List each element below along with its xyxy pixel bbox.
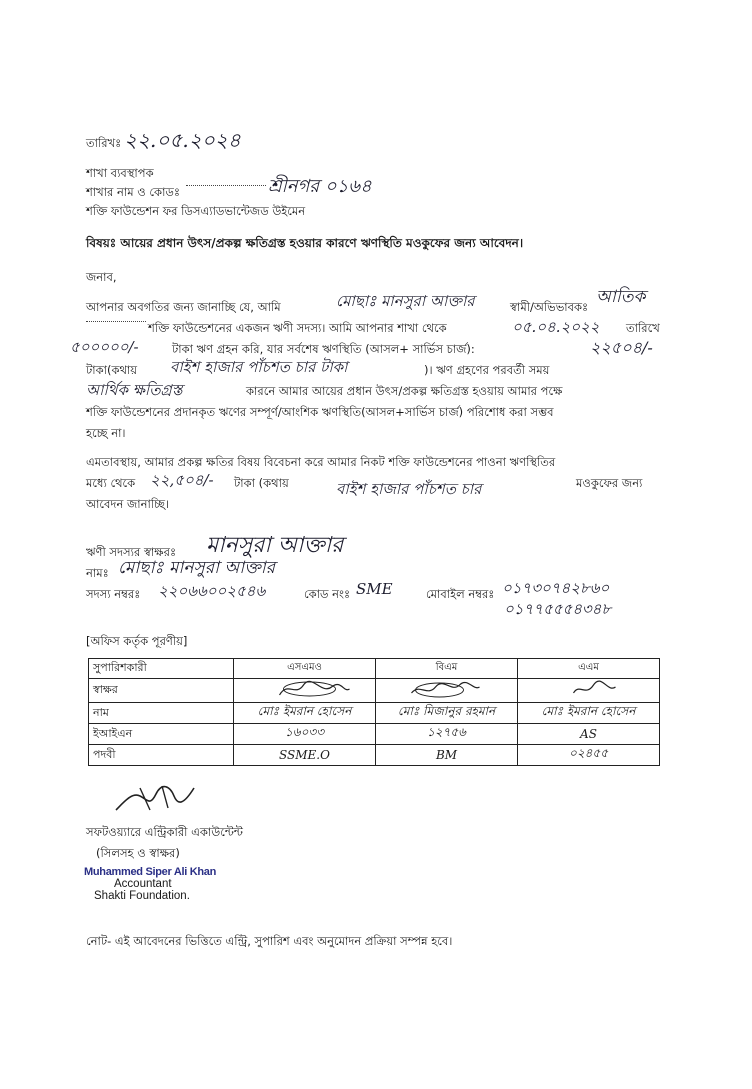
recommendation-table bbox=[88, 658, 660, 766]
product-value: SME bbox=[356, 580, 393, 598]
member-name-label: নামঃ bbox=[86, 566, 109, 580]
signature-am bbox=[518, 679, 660, 703]
table-row bbox=[89, 724, 660, 745]
name-am: মোঃ ইমরান হোসেন bbox=[518, 703, 660, 724]
table-row bbox=[89, 703, 660, 724]
product-label: কোড নংঃ bbox=[304, 587, 351, 601]
row-label-recommender: সুপারিশকারী bbox=[89, 659, 234, 679]
col-head-smo: এসএমও bbox=[234, 659, 376, 679]
table-row bbox=[89, 679, 660, 703]
para1-dots bbox=[86, 321, 146, 322]
branch-dots bbox=[186, 185, 266, 186]
phone-label: মোবাইল নম্বরঃ bbox=[426, 587, 495, 601]
loan-date: ০৫.০৪.২০২২ bbox=[512, 318, 600, 336]
balance-in-words: বাইশ হাজার পাঁচশত চার টাকা bbox=[170, 358, 348, 376]
waiver-amount: ২২,৫০৪/- bbox=[150, 471, 214, 489]
phone-2: ০১৭৭৫৫৫৪৩৪৮ bbox=[504, 600, 612, 618]
date-label: তারিখঃ bbox=[86, 136, 122, 150]
para2-line2-b: টাকা (কথায় bbox=[234, 476, 289, 490]
para1-line4-a: টাকা(কথায় bbox=[86, 363, 138, 377]
signature-bm bbox=[376, 679, 518, 703]
subject-line: বিষয়ঃ আয়ের প্রধান উৎস/প্রকল্প ক্ষতিগ্রস্ত হওয়ার কারণে ঋণস্থিতি মওকুফের জন্য আবেদন। bbox=[86, 236, 524, 250]
member-no: ২২০৬৬০০২৫৪৬ bbox=[158, 582, 266, 600]
signature-smo-scribble bbox=[238, 679, 371, 699]
para1-line5-b: কারনে আমার আয়ের প্রধান উৎস/প্রকল্প ক্ষতিগ্রস্ত হওয়ায় আমার পক্ষে bbox=[246, 384, 563, 398]
name-bm: মোঃ মিজানুর রহমান bbox=[376, 703, 518, 724]
loss-reason: আর্থিক ক্ষতিগ্রস্ত bbox=[86, 381, 183, 399]
ein-smo: ১৬০৩৩ bbox=[234, 724, 376, 745]
para1-line1-a: আপনার অবগতির জন্য জানাচ্ছি যে, আমি bbox=[86, 300, 281, 314]
para1-line7: হচ্ছে না। bbox=[86, 426, 126, 440]
para1-line1-b: স্বামী/অভিভাবকঃ bbox=[510, 300, 589, 314]
table-row bbox=[89, 659, 660, 679]
col-head-bm: বিএম bbox=[376, 659, 518, 679]
accountant-stamp bbox=[84, 866, 216, 902]
branch-label: শাখার নাম ও কোডঃ bbox=[86, 185, 181, 199]
member-signature: মানসুরা আক্তার bbox=[206, 533, 344, 558]
para1-line2-b: তারিখে bbox=[626, 321, 660, 335]
signature-bm-scribble bbox=[380, 679, 513, 699]
col-head-am: এএম bbox=[518, 659, 660, 679]
seal-note: (সিলসহ ও স্বাক্ষর) bbox=[96, 846, 180, 860]
para1-line4-b: )। ঋণ গ্রহণের পরবর্তী সময় bbox=[424, 363, 550, 377]
designation-smo: SSME.O bbox=[234, 745, 376, 766]
accountant-title: সফটওয়্যারে এন্ট্রিকারী একাউন্টেন্ট bbox=[86, 825, 243, 839]
para2-line2-c: মওকুফের জন্য bbox=[576, 476, 643, 490]
para2-line2-a: মধ্যে থেকে bbox=[86, 476, 136, 490]
row-label-ein: ইআইএন bbox=[89, 724, 234, 745]
member-name: মোছাঃ মানসুরা আক্তার bbox=[118, 558, 276, 578]
stamp-name: Muhammed Siper Ali Khan bbox=[84, 866, 217, 878]
table-row bbox=[89, 745, 660, 766]
member-name-inline: মোছাঃ মানসুরা আক্তার bbox=[336, 292, 475, 310]
org-name: শক্তি ফাউন্ডেশন ফর ডিসএ্যাডভান্টেজড উইমেন bbox=[86, 204, 306, 218]
signature-am-scribble bbox=[522, 679, 655, 699]
addressee-title: শাখা ব্যবস্থাপক bbox=[86, 166, 154, 180]
member-no-label: সদস্য নম্বরঃ bbox=[86, 587, 141, 601]
para2-line3: আবেদন জানাচ্ছি। bbox=[86, 497, 170, 511]
para1-line3-a: টাকা ঋণ গ্রহন করি, যার সর্বশেষ ঋণস্থিতি (আসল+ সার্ভিস চার্জ): bbox=[172, 342, 475, 356]
waiver-amount-words: বাইশ হাজার পাঁচশত চার bbox=[336, 480, 482, 498]
para2-line1: এমতাবস্থায়, আমার প্রকল্প ক্ষতির বিষয় বিবেচনা করে আমার নিকট শক্তি ফাউন্ডেশনের পাওনা ঋণস্থিতির bbox=[86, 455, 556, 469]
loan-amount: ৫০০০০০/- bbox=[70, 338, 139, 356]
name-smo: মোঃ ইমরান হোসেন bbox=[234, 703, 376, 724]
row-label-name: নাম bbox=[89, 703, 234, 724]
accountant-signature bbox=[110, 782, 200, 816]
date-value: ২২.০৫.২০২৪ bbox=[124, 128, 241, 152]
designation-am: ০২৪৫৫ bbox=[518, 745, 660, 766]
guardian-name: আতিক bbox=[596, 287, 646, 307]
office-heading: [অফিস কর্তৃক পূরণীয়] bbox=[86, 634, 188, 648]
salutation: জনাব, bbox=[86, 270, 117, 284]
footer-note: নোট- এই আবেদনের ভিত্তিতে এন্ট্রি, সুপারিশ এবং অনুমোদন প্রক্রিয়া সম্পন্ন হবে। bbox=[86, 934, 453, 948]
designation-bm: BM bbox=[376, 745, 518, 766]
para1-line6: শক্তি ফাউন্ডেশনের প্রদানকৃত ঋণের সম্পূর্ণ/আংশিক ঋণস্থিতি(আসল+সার্ভিস চার্জ) পরিশোধ করা সম্ভব bbox=[86, 405, 554, 419]
member-signature-label: ঋণী সদস্যর স্বাক্ষরঃ bbox=[86, 545, 177, 559]
branch-value: শ্রীনগর ০১৬৪ bbox=[268, 176, 372, 197]
loan-balance: ২২৫০৪/- bbox=[590, 338, 653, 357]
ein-bm: ১২৭৫৬ bbox=[376, 724, 518, 745]
para1-line2-a: শক্তি ফাউন্ডেশনের একজন ঋণী সদস্য। আমি আপনার শাখা থেকে bbox=[148, 321, 447, 335]
stamp-org: Shakti Foundation. bbox=[94, 890, 190, 902]
ein-am: AS bbox=[518, 724, 660, 745]
stamp-role: Accountant bbox=[114, 878, 172, 890]
signature-smo bbox=[234, 679, 376, 703]
phone-1: ০১৭৩০৭৪২৮৬০ bbox=[502, 579, 610, 597]
row-label-designation: পদবী bbox=[89, 745, 234, 766]
row-label-signature: স্বাক্ষর bbox=[89, 679, 234, 703]
